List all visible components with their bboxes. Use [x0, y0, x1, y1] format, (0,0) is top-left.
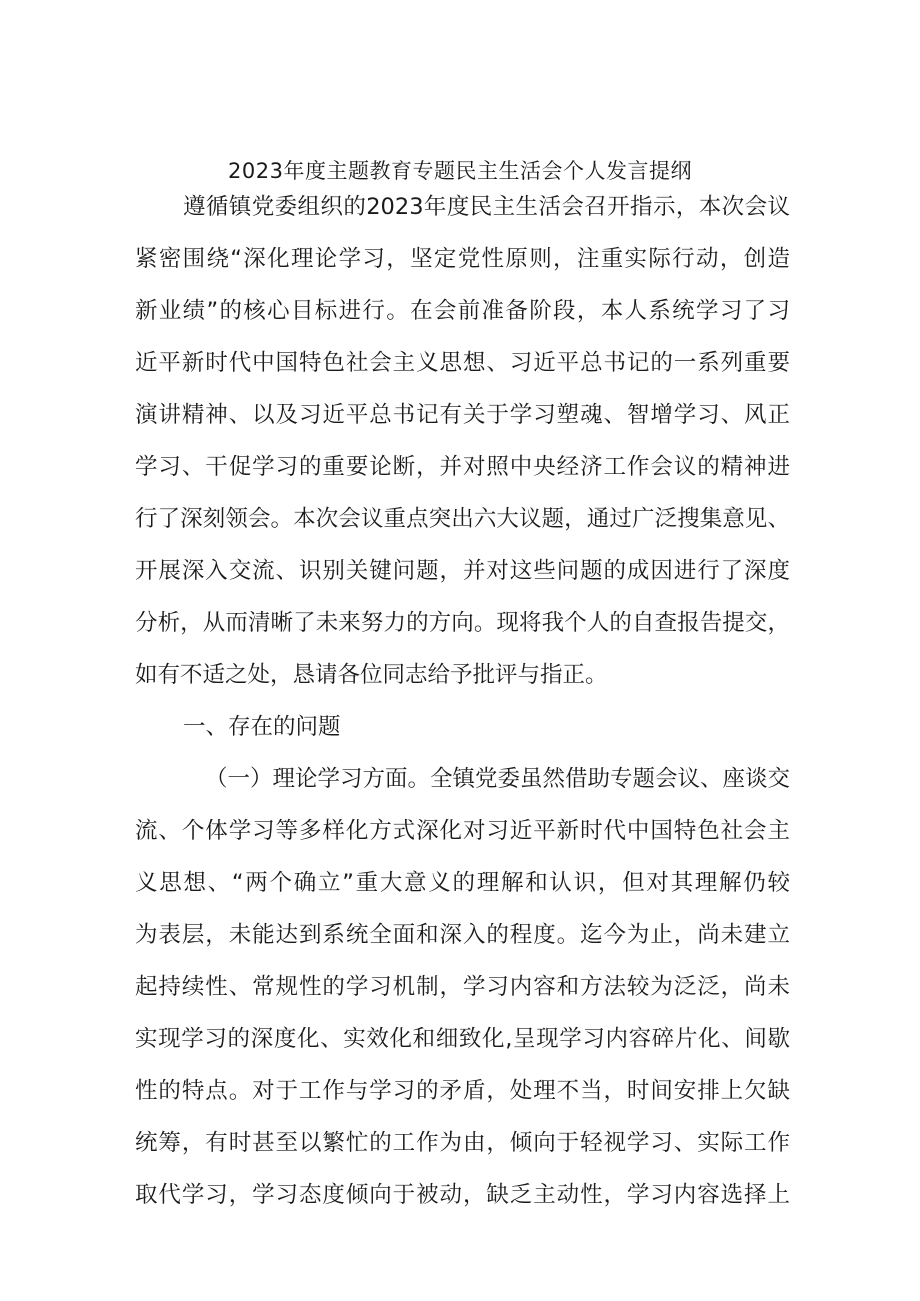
- paragraph-line: 行了深刻领会。本次会议重点突出六大议题，通过广泛搜集意见、: [135, 506, 790, 532]
- paragraph-line: 遵循镇党委组织的2023年度民主生活会召开指示，本次会议: [183, 194, 790, 220]
- document-title: 2023年度主题教育专题民主生活会个人发言提纲: [228, 159, 692, 183]
- paragraph-line: 学习、干促学习的重要论断，并对照中央经济工作会议的精神进: [135, 454, 790, 480]
- paragraph-line: 开展深入交流、识别关键问题，并对这些问题的成因进行了深度: [135, 558, 790, 584]
- paragraph-line: （一）理论学习方面。全镇党委虽然借助专题会议、座谈交: [205, 766, 791, 792]
- paragraph-line: 统筹，有时甚至以繁忙的工作为由，倾向于轻视学习、实际工作: [135, 1130, 790, 1156]
- paragraph-line: 实现学习的深度化、实效化和细致化,呈现学习内容碎片化、间歇: [135, 1026, 790, 1052]
- paragraph-line: 义思想、“两个确立”重大意义的理解和认识，但对其理解仍较: [135, 870, 790, 896]
- paragraph-line: 新业绩”的核心目标进行。在会前准备阶段，本人系统学习了习: [135, 298, 790, 324]
- paragraph-line: 流、个体学习等多样化方式深化对习近平新时代中国特色社会主: [135, 818, 790, 844]
- paragraph-line: 近平新时代中国特色社会主义思想、习近平总书记的一系列重要: [135, 350, 790, 376]
- paragraph-line: 如有不适之处，恳请各位同志给予批评与指正。: [135, 662, 608, 688]
- paragraph-line: 分析，从而清晰了未来努力的方向。现将我个人的自查报告提交，: [135, 610, 790, 636]
- paragraph-line: 性的特点。对于工作与学习的矛盾，处理不当，时间安排上欠缺: [135, 1078, 790, 1104]
- section-heading: 一、存在的问题: [183, 714, 341, 740]
- paragraph-line: 起持续性、常规性的学习机制，学习内容和方法较为泛泛，尚未: [135, 974, 790, 1000]
- paragraph-line: 为表层，未能达到系统全面和深入的程度。迄今为止，尚未建立: [135, 922, 790, 948]
- paragraph-line: 演讲精神、以及习近平总书记有关于学习塑魂、智增学习、风正: [135, 402, 790, 428]
- paragraph-line: 紧密围绕“深化理论学习，坚定党性原则，注重实际行动，创造: [135, 246, 790, 272]
- paragraph-line: 取代学习，学习态度倾向于被动，缺乏主动性，学习内容选择上: [135, 1182, 790, 1208]
